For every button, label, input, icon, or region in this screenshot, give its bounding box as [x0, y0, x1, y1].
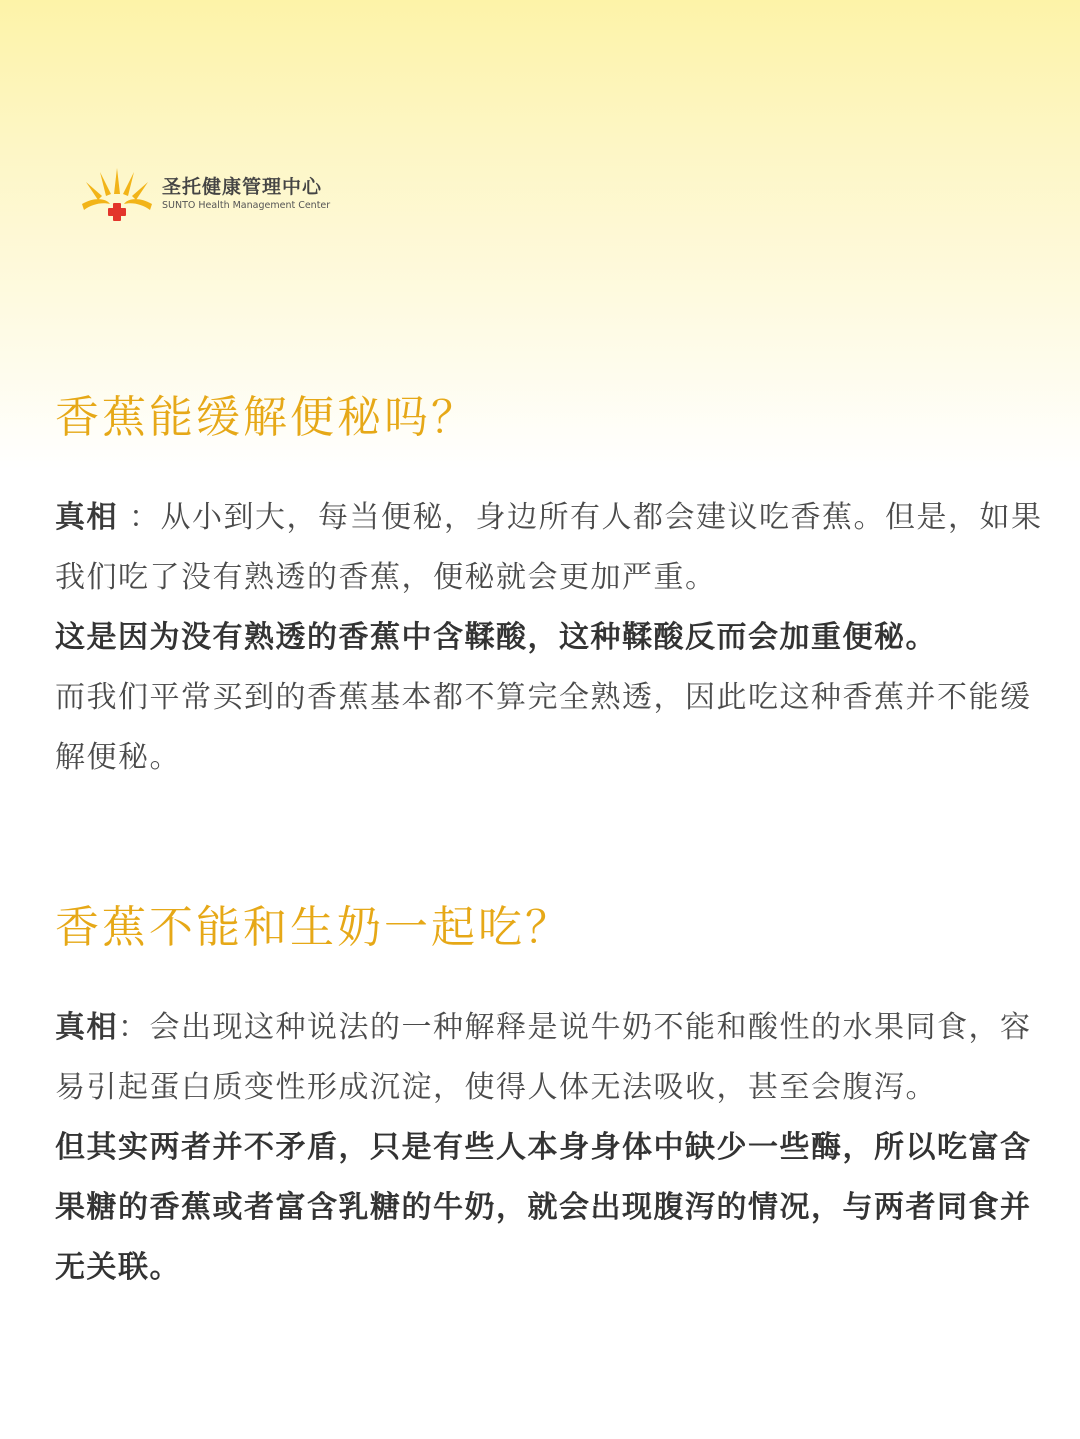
section-title: 香蕉能缓解便秘吗？	[55, 392, 478, 443]
logo-name-cn: 圣托健康管理中心	[162, 176, 323, 198]
truth-separator: ：	[118, 500, 161, 535]
body-paragraph: 而我们平常买到的香蕉基本都不算完全熟透，因此吃这种香蕉并不能缓解便秘。	[55, 680, 1032, 775]
logo-text	[162, 175, 330, 213]
section-title: 香蕉不能和生奶一起吃？	[55, 902, 572, 953]
section-banana-milk	[55, 898, 1045, 1298]
emphasis-paragraph: 这是因为没有熟透的香蕉中含鞣酸，这种鞣酸反而会加重便秘。	[55, 620, 937, 655]
logo	[80, 166, 330, 222]
logo-name-en: SUNTO Health Management Center	[162, 200, 331, 211]
truth-text: 从小到大，每当便秘，身边所有人都会建议吃香蕉。但是，如果我们吃了没有熟透的香蕉，便秘就会更加严重。	[55, 500, 1043, 595]
emphasis-paragraph: 但其实两者并不矛盾，只是有些人本身身体中缺少一些酶，所以吃富含果糖的香蕉或者富含乳糖的牛奶，就会出现腹泻的情况，与两者同食并无关联。	[55, 1130, 1032, 1285]
section-banana-constipation	[55, 388, 1045, 788]
truth-label: 真相	[55, 1010, 118, 1045]
truth-paragraph	[55, 488, 1045, 608]
truth-paragraph	[55, 998, 1045, 1118]
truth-label: 真相	[55, 500, 118, 535]
truth-text: 会出现这种说法的一种解释是说牛奶不能和酸性的水果同食，容易引起蛋白质变性形成沉淀，使得人体无法吸收，甚至会腹泻。	[55, 1010, 1032, 1105]
truth-separator: ：	[118, 1010, 150, 1045]
sunburst-cross-icon	[80, 166, 154, 222]
